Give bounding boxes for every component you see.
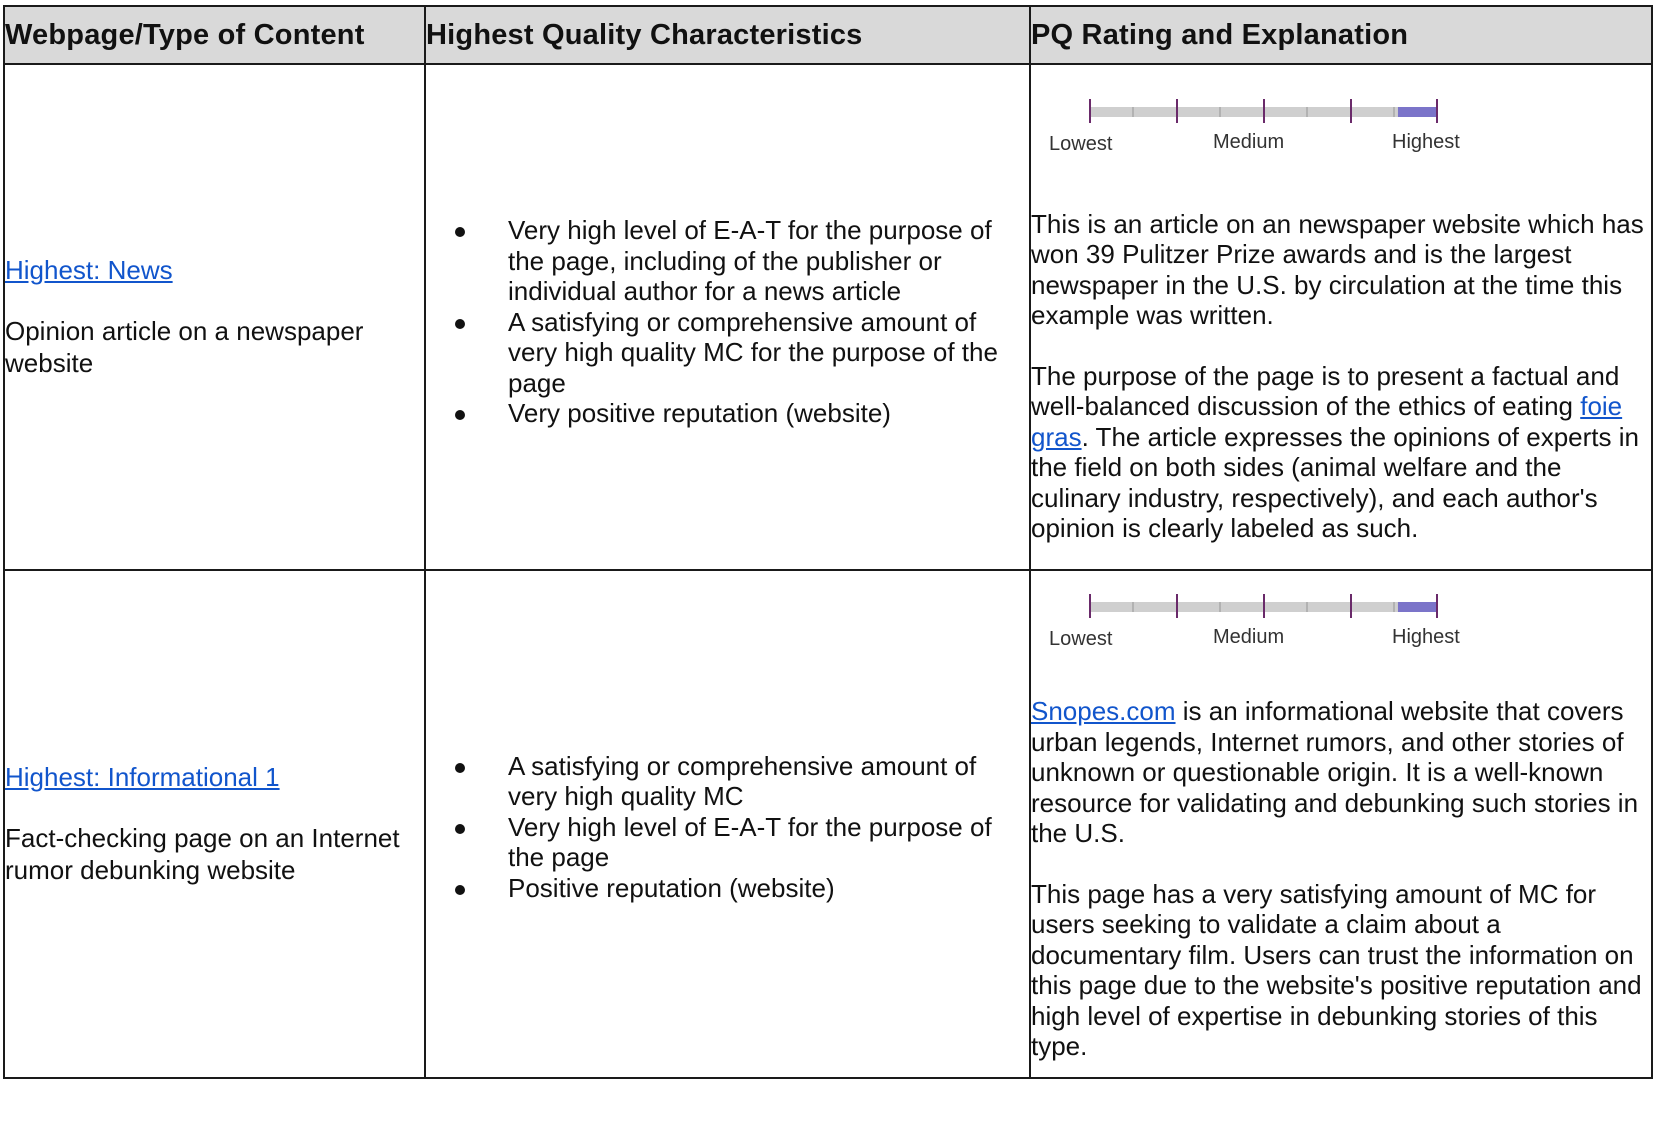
explanation-paragraph: [1031, 696, 1651, 849]
bullet-icon: [455, 885, 465, 895]
bullet-icon: [455, 824, 465, 834]
characteristics-cell: [425, 64, 1030, 570]
rating-slider: [1031, 91, 1491, 131]
scale-fill: [1398, 107, 1437, 117]
header-characteristics: Highest Quality Characteristics: [425, 6, 1030, 64]
content-type-text: Opinion article on a newspaper website: [5, 316, 364, 378]
header-webpage-type: Webpage/Type of Content: [4, 6, 425, 64]
bullet-text: Positive reputation (website): [508, 872, 835, 903]
scale-label-highest: Highest: [1392, 130, 1460, 153]
bullet-text: Very high level of E-A-T for the purpose of the page, including of the publisher or individual author for a news article: [508, 215, 992, 307]
explanation-text: is an informational website that covers urban legends, Internet rumors, and other stories of unknown or questionable origin. It is a well-known resource for validating and debunking such stories in the U.S.: [1031, 696, 1639, 849]
content-type-text: Fact-checking page on an Internet rumor debunking website: [5, 823, 400, 885]
list-item: [426, 398, 1019, 429]
table-row: [4, 64, 1652, 570]
bullet-text: A satisfying or comprehensive amount of very high quality MC for the purpose of the page: [508, 306, 998, 398]
list-item: [426, 307, 1019, 399]
characteristics-list: [426, 751, 1029, 904]
example-link[interactable]: Highest: News: [5, 254, 173, 285]
list-item: [426, 751, 1019, 812]
list-item: [426, 812, 1019, 873]
table-row: [4, 570, 1652, 1078]
explanation-text: The purpose of the page is to present a factual and well-balanced discussion of the ethics of eating: [1031, 360, 1620, 421]
list-item: [426, 215, 1019, 307]
webpage-type-cell: [4, 570, 425, 1078]
header-pq-rating: PQ Rating and Explanation: [1030, 6, 1652, 64]
rating-slider: [1031, 586, 1491, 626]
bullet-icon: [455, 319, 465, 329]
rating-scale: [1031, 91, 1491, 161]
scale-label-lowest: Lowest: [1049, 628, 1113, 651]
pq-rating-cell: [1030, 64, 1652, 570]
foie-gras-link[interactable]: foie gras: [1031, 391, 1623, 452]
bullet-icon: [455, 227, 465, 237]
pq-rating-cell: [1030, 570, 1652, 1078]
characteristics-cell: [425, 570, 1030, 1078]
scale-label-medium: Medium: [1213, 130, 1285, 153]
example-link[interactable]: Highest: Informational 1: [5, 761, 280, 792]
bullet-text: Very positive reputation (website): [508, 398, 891, 429]
explanation-paragraph: This page has a very satisfying amount of MC for users seeking to validate a claim about a documentary film. Users can trust the information on this page due to the website's positive reputation and high level of expertise in debunking stories of this type.: [1031, 878, 1642, 1062]
list-item: [426, 873, 1019, 904]
scale-label-medium: Medium: [1213, 626, 1285, 649]
explanation-text: . The article expresses the opinions of experts in the field on both sides (animal welfare and the culinary industry, respectively), and each author's opinion is clearly labeled as such.: [1031, 421, 1639, 543]
rating-scale: [1031, 586, 1491, 656]
scale-label-lowest: Lowest: [1049, 132, 1113, 155]
bullet-icon: [455, 410, 465, 420]
bullet-text: A satisfying or comprehensive amount of very high quality MC: [508, 750, 977, 812]
scale-fill: [1398, 602, 1437, 612]
snopes-link[interactable]: Snopes.com: [1031, 696, 1176, 727]
header-row: [4, 6, 1652, 64]
webpage-type-cell: [4, 64, 425, 570]
explanation-paragraph: This is an article on an newspaper website which has won 39 Pulitzer Prize awards and is the largest newspaper in the U.S. by circulation at the time this example was written.: [1031, 208, 1644, 330]
pq-examples-table: [3, 5, 1653, 1079]
scale-label-highest: Highest: [1392, 626, 1460, 649]
explanation-paragraph: [1031, 361, 1651, 544]
bullet-text: Very high level of E-A-T for the purpose of the page: [508, 811, 992, 873]
characteristics-list: [426, 215, 1029, 429]
bullet-icon: [455, 763, 465, 773]
